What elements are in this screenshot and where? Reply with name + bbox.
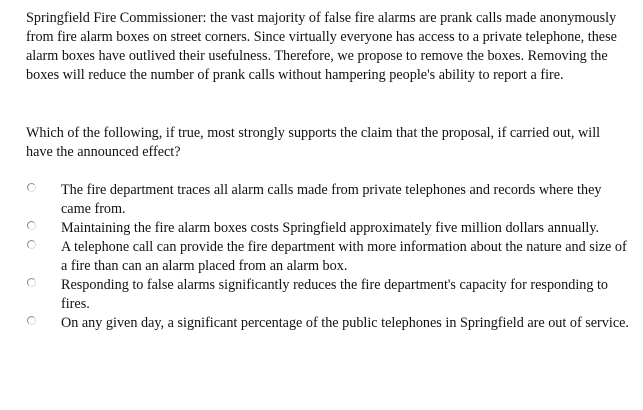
answer-option-c[interactable] [22,238,632,276]
answer-option-b-text: Maintaining the fire alarm boxes costs Springfield approximately five million dollars annually. [61,220,600,236]
answer-option-a-text: The fire department traces all alarm calls made from private telephones and records where they came from. [61,182,602,217]
answer-option-b[interactable] [22,219,632,238]
answer-option-c-text: A telephone call can provide the fire department with more information about the nature and size of a fire than can an alarm placed from an alarm box. [61,239,627,274]
answer-option-d[interactable] [22,276,632,314]
radio-button-a[interactable] [27,183,36,192]
answer-option-e-text: On any given day, a significant percentage of the public telephones in Springfield are out of service. [61,315,629,331]
passage-text: Springfield Fire Commissioner: the vast majority of false fire alarms are prank calls made anonymously from fire alarm boxes on street corners. Since virtually everyone has access to a private telephone, these alarm boxes have outlived their usefulness. Therefore, we propose to remove the boxes. Removing the boxes will reduce the number of prank calls without hampering people's ability to report a fire. [26,10,617,83]
radio-button-e[interactable] [27,316,36,325]
radio-button-b[interactable] [27,221,36,230]
radio-button-d[interactable] [27,278,36,287]
answer-options [22,181,632,333]
answer-option-e[interactable] [22,314,632,333]
answer-option-a[interactable] [22,181,632,219]
question-stem: Which of the following, if true, most strongly supports the claim that the proposal, if carried out, will have the announced effect? [26,125,601,160]
radio-button-c[interactable] [27,240,36,249]
answer-option-d-text: Responding to false alarms significantly reduces the fire department's capacity for responding to fires. [61,277,609,312]
